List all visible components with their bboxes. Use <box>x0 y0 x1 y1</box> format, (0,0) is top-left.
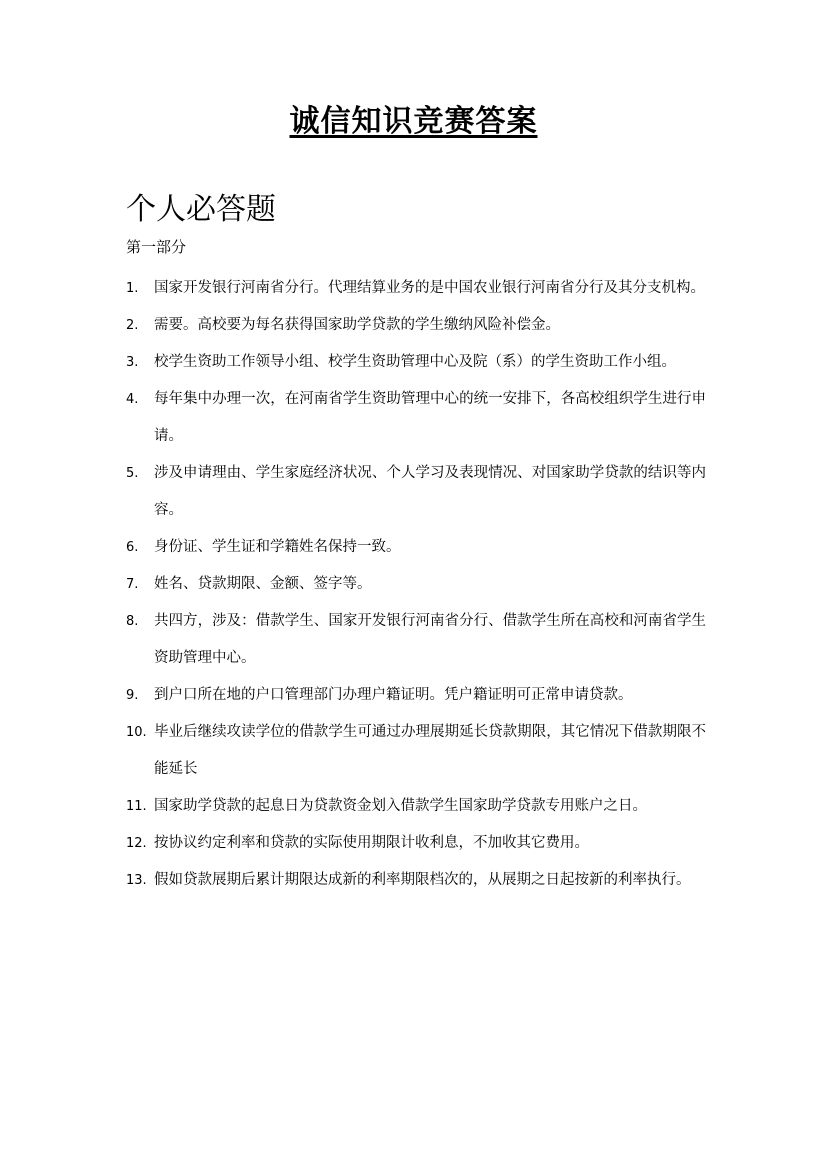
list-item <box>126 714 706 788</box>
item-number: 3. <box>126 355 139 370</box>
item-number: 1. <box>126 281 139 296</box>
item-text: 按协议约定利率和贷款的实际使用期限计收利息，不加收其它费用。 <box>154 835 589 851</box>
list-item <box>126 677 706 714</box>
item-text: 假如贷款展期后累计期限达成新的利率期限档次的，从展期之日起按新的利率执行。 <box>154 872 691 888</box>
list-item <box>126 381 706 455</box>
item-text: 毕业后继续攻读学位的借款学生可通过办理展期延长贷款期限，其它情况下借款期限不能延长 <box>154 724 706 777</box>
item-number: 2. <box>126 318 139 333</box>
item-text: 姓名、贷款期限、金额、签字等。 <box>154 576 372 592</box>
section-heading: 个人必答题 <box>126 192 276 227</box>
list-item <box>126 344 706 381</box>
item-text: 涉及申请理由、学生家庭经济状况、个人学习及表现情况、对国家助学贷款的结识等内容。 <box>154 465 706 518</box>
item-number: 9. <box>126 688 139 703</box>
list-item <box>126 825 706 862</box>
item-number: 10. <box>126 725 147 740</box>
list-item <box>126 270 706 307</box>
part-label: 第一部分 <box>126 238 187 256</box>
item-text: 共四方，涉及：借款学生、国家开发银行河南省分行、借款学生所在高校和河南省学生资助管理中心。 <box>154 613 706 666</box>
list-item <box>126 788 706 825</box>
item-number: 4. <box>126 392 139 407</box>
item-number: 8. <box>126 614 139 629</box>
item-number: 12. <box>126 836 147 851</box>
item-text: 需要。高校要为每名获得国家助学贷款的学生缴纳风险补偿金。 <box>154 317 560 333</box>
item-text: 到户口所在地的户口管理部门办理户籍证明。凭户籍证明可正常申请贷款。 <box>154 687 633 703</box>
item-number: 7. <box>126 577 139 592</box>
item-text: 国家开发银行河南省分行。代理结算业务的是中国农业银行河南省分行及其分支机构。 <box>154 280 705 296</box>
list-item <box>126 862 706 899</box>
list-item <box>126 603 706 677</box>
answer-list <box>126 270 706 899</box>
item-number: 11. <box>126 799 147 814</box>
item-text: 每年集中办理一次，在河南省学生资助管理中心的统一安排下，各高校组织学生进行申请。 <box>154 391 706 444</box>
item-number: 6. <box>126 540 139 555</box>
item-number: 5. <box>126 466 139 481</box>
list-item <box>126 529 706 566</box>
list-item <box>126 455 706 529</box>
item-text: 身份证、学生证和学籍姓名保持一致。 <box>154 539 401 555</box>
item-number: 13. <box>126 873 147 888</box>
item-text: 校学生资助工作领导小组、校学生资助管理中心及院（系）的学生资助工作小组。 <box>154 354 676 370</box>
list-item <box>126 307 706 344</box>
item-text: 国家助学贷款的起息日为贷款资金划入借款学生国家助学贷款专用账户之日。 <box>154 798 647 814</box>
document-title: 诚信知识竞赛答案 <box>289 104 538 139</box>
list-item <box>126 566 706 603</box>
